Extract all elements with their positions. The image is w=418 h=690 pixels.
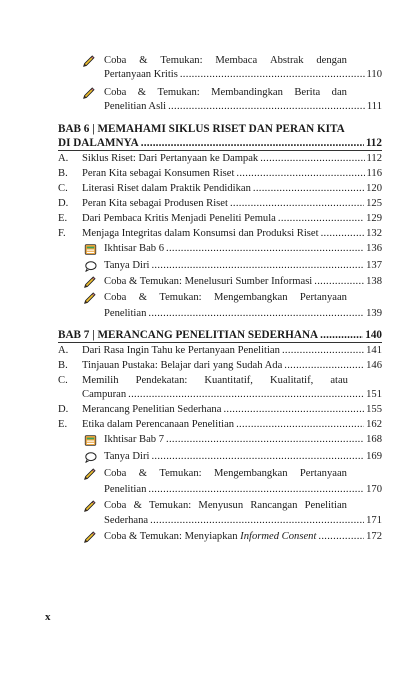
page-number: 162 — [366, 419, 382, 430]
section-title: Siklus Riset: Dari Pertanyaan ke Dampak — [82, 153, 259, 164]
pencil-icon — [82, 87, 95, 100]
page-number: 112 — [366, 153, 382, 164]
section-title: Etika dalam Perencanaan Penelitian — [82, 419, 235, 430]
page-number: 155 — [366, 404, 382, 415]
subitem-title: Ikhtisar Bab 6 — [104, 243, 165, 254]
section-title: Merancang Penelitian Sederhana — [82, 404, 222, 415]
dot-leader — [318, 530, 364, 544]
page-number: 136 — [366, 243, 382, 254]
chapter-divider — [58, 150, 382, 151]
section-letter: C. — [58, 375, 68, 386]
section-title: Literasi Riset dalam Praktik Pendidikan — [82, 183, 251, 194]
page-number: 172 — [366, 531, 382, 542]
page-number: 168 — [366, 434, 382, 445]
dot-leader — [180, 68, 365, 82]
page-number: 171 — [366, 515, 382, 526]
line2: Penelitian — [104, 484, 147, 495]
line2: Sederhana — [104, 515, 149, 526]
section-letter: C. — [58, 183, 68, 194]
section-title: Dari Pembaca Kritis Menjadi Peneliti Pemula — [82, 213, 276, 224]
dot-leader — [166, 433, 364, 447]
subitem-title: Tanya Diri — [104, 260, 150, 271]
section-title: Peran Kita sebagai Konsumen Riset — [82, 168, 235, 179]
chapter-title: BAB 7 | MERANCANG PENELITIAN SEDERHANA — [58, 329, 319, 341]
dot-leader — [320, 328, 363, 342]
section-letter: A. — [58, 345, 69, 356]
page-number: 139 — [366, 308, 382, 319]
section-letter: A. — [58, 153, 69, 164]
subitem-title: Coba & Temukan: Menelusuri Sumber Informasi — [104, 276, 313, 287]
section-letter: B. — [58, 360, 68, 371]
subitem-title: Tanya Diri — [104, 451, 150, 462]
page-number: 169 — [366, 451, 382, 462]
line1: Memilih Pendekatan: Kuantitatif, Kualitatif, atau — [82, 375, 348, 386]
dot-leader — [141, 136, 364, 150]
dot-leader — [148, 307, 364, 321]
page-number: 138 — [366, 276, 382, 287]
section-letter: E. — [58, 419, 68, 430]
dot-leader — [151, 450, 364, 464]
section-title: Dari Rasa Ingin Tahu ke Pertanyaan Penelitian — [82, 345, 280, 356]
subitem-title: Ikhtisar Bab 7 — [104, 434, 165, 445]
dot-leader — [223, 403, 364, 417]
subitem-title: Coba & Temukan: Menyiapkan Informed Consent — [104, 531, 317, 542]
dot-leader — [278, 212, 364, 226]
dot-leader — [150, 514, 364, 528]
dot-leader — [230, 197, 364, 211]
dot-leader — [314, 275, 364, 289]
dot-leader — [128, 388, 364, 402]
dot-leader — [253, 182, 364, 196]
section-title: Menjaga Integritas dalam Konsumsi dan Produksi Riset — [82, 228, 319, 239]
line2: Pertanyaan Kritis — [104, 69, 178, 80]
section-letter: D. — [58, 198, 69, 209]
dot-leader — [168, 100, 365, 114]
line1: Coba & Temukan: Membandingkan Berita dan — [104, 87, 347, 98]
page-number: 137 — [366, 260, 382, 271]
dot-leader — [282, 344, 364, 358]
dot-leader — [284, 359, 364, 373]
page-number: 170 — [366, 484, 382, 495]
dot-leader — [321, 227, 365, 241]
dot-leader — [236, 167, 364, 181]
page-number: 120 — [366, 183, 382, 194]
page-number: 151 — [366, 389, 382, 400]
chapter-title-line1: BAB 6 | MEMAHAMI SIKLUS RISET DAN PERAN KITA — [58, 123, 345, 135]
pencil-icon — [83, 276, 96, 289]
pencil-icon — [82, 55, 95, 68]
section-title: Peran Kita sebagai Produsen Riset — [82, 198, 228, 209]
pencil-icon — [83, 500, 96, 513]
speech-bubble-icon — [84, 260, 97, 273]
chapter-divider — [58, 342, 382, 343]
pencil-icon — [83, 468, 96, 481]
page-number: 111 — [366, 101, 382, 112]
line1: Coba & Temukan: Menyusun Rancangan Penelitian — [104, 500, 347, 511]
line1: Coba & Temukan: Mengembangkan Pertanyaan — [104, 468, 347, 479]
page-number: 132 — [366, 228, 382, 239]
page-number: 146 — [366, 360, 382, 371]
page-number: 116 — [366, 168, 382, 179]
dot-leader — [166, 242, 364, 256]
summary-icon — [84, 243, 97, 256]
page-footer-number: x — [45, 611, 51, 623]
page-number: 110 — [366, 69, 382, 80]
pencil-icon — [83, 292, 96, 305]
section-letter: B. — [58, 168, 68, 179]
line1: Coba & Temukan: Membaca Abstrak dengan — [104, 55, 347, 66]
summary-icon — [84, 434, 97, 447]
line2: Penelitian — [104, 308, 147, 319]
page-number: 125 — [366, 198, 382, 209]
page-number: 140 — [365, 329, 382, 341]
subitem-title-italic: Informed Consent — [240, 531, 317, 542]
chapter-title-line2: DI DALAMNYA — [58, 137, 139, 149]
section-letter: D. — [58, 404, 69, 415]
page-number: 141 — [366, 345, 382, 356]
line2: Penelitian Asli — [104, 101, 167, 112]
pencil-icon — [83, 531, 96, 544]
dot-leader — [148, 483, 364, 497]
section-title: Tinjauan Pustaka: Belajar dari yang Sudah Ada — [82, 360, 283, 371]
section-letter: E. — [58, 213, 68, 224]
dot-leader — [260, 152, 364, 166]
page-number: 112 — [365, 137, 382, 149]
line2: Campuran — [82, 389, 127, 400]
page-number: 129 — [366, 213, 382, 224]
line1: Coba & Temukan: Mengembangkan Pertanyaan — [104, 292, 347, 303]
speech-bubble-icon — [84, 451, 97, 464]
dot-leader — [151, 259, 364, 273]
dot-leader — [236, 418, 364, 432]
section-letter: F. — [58, 228, 66, 239]
